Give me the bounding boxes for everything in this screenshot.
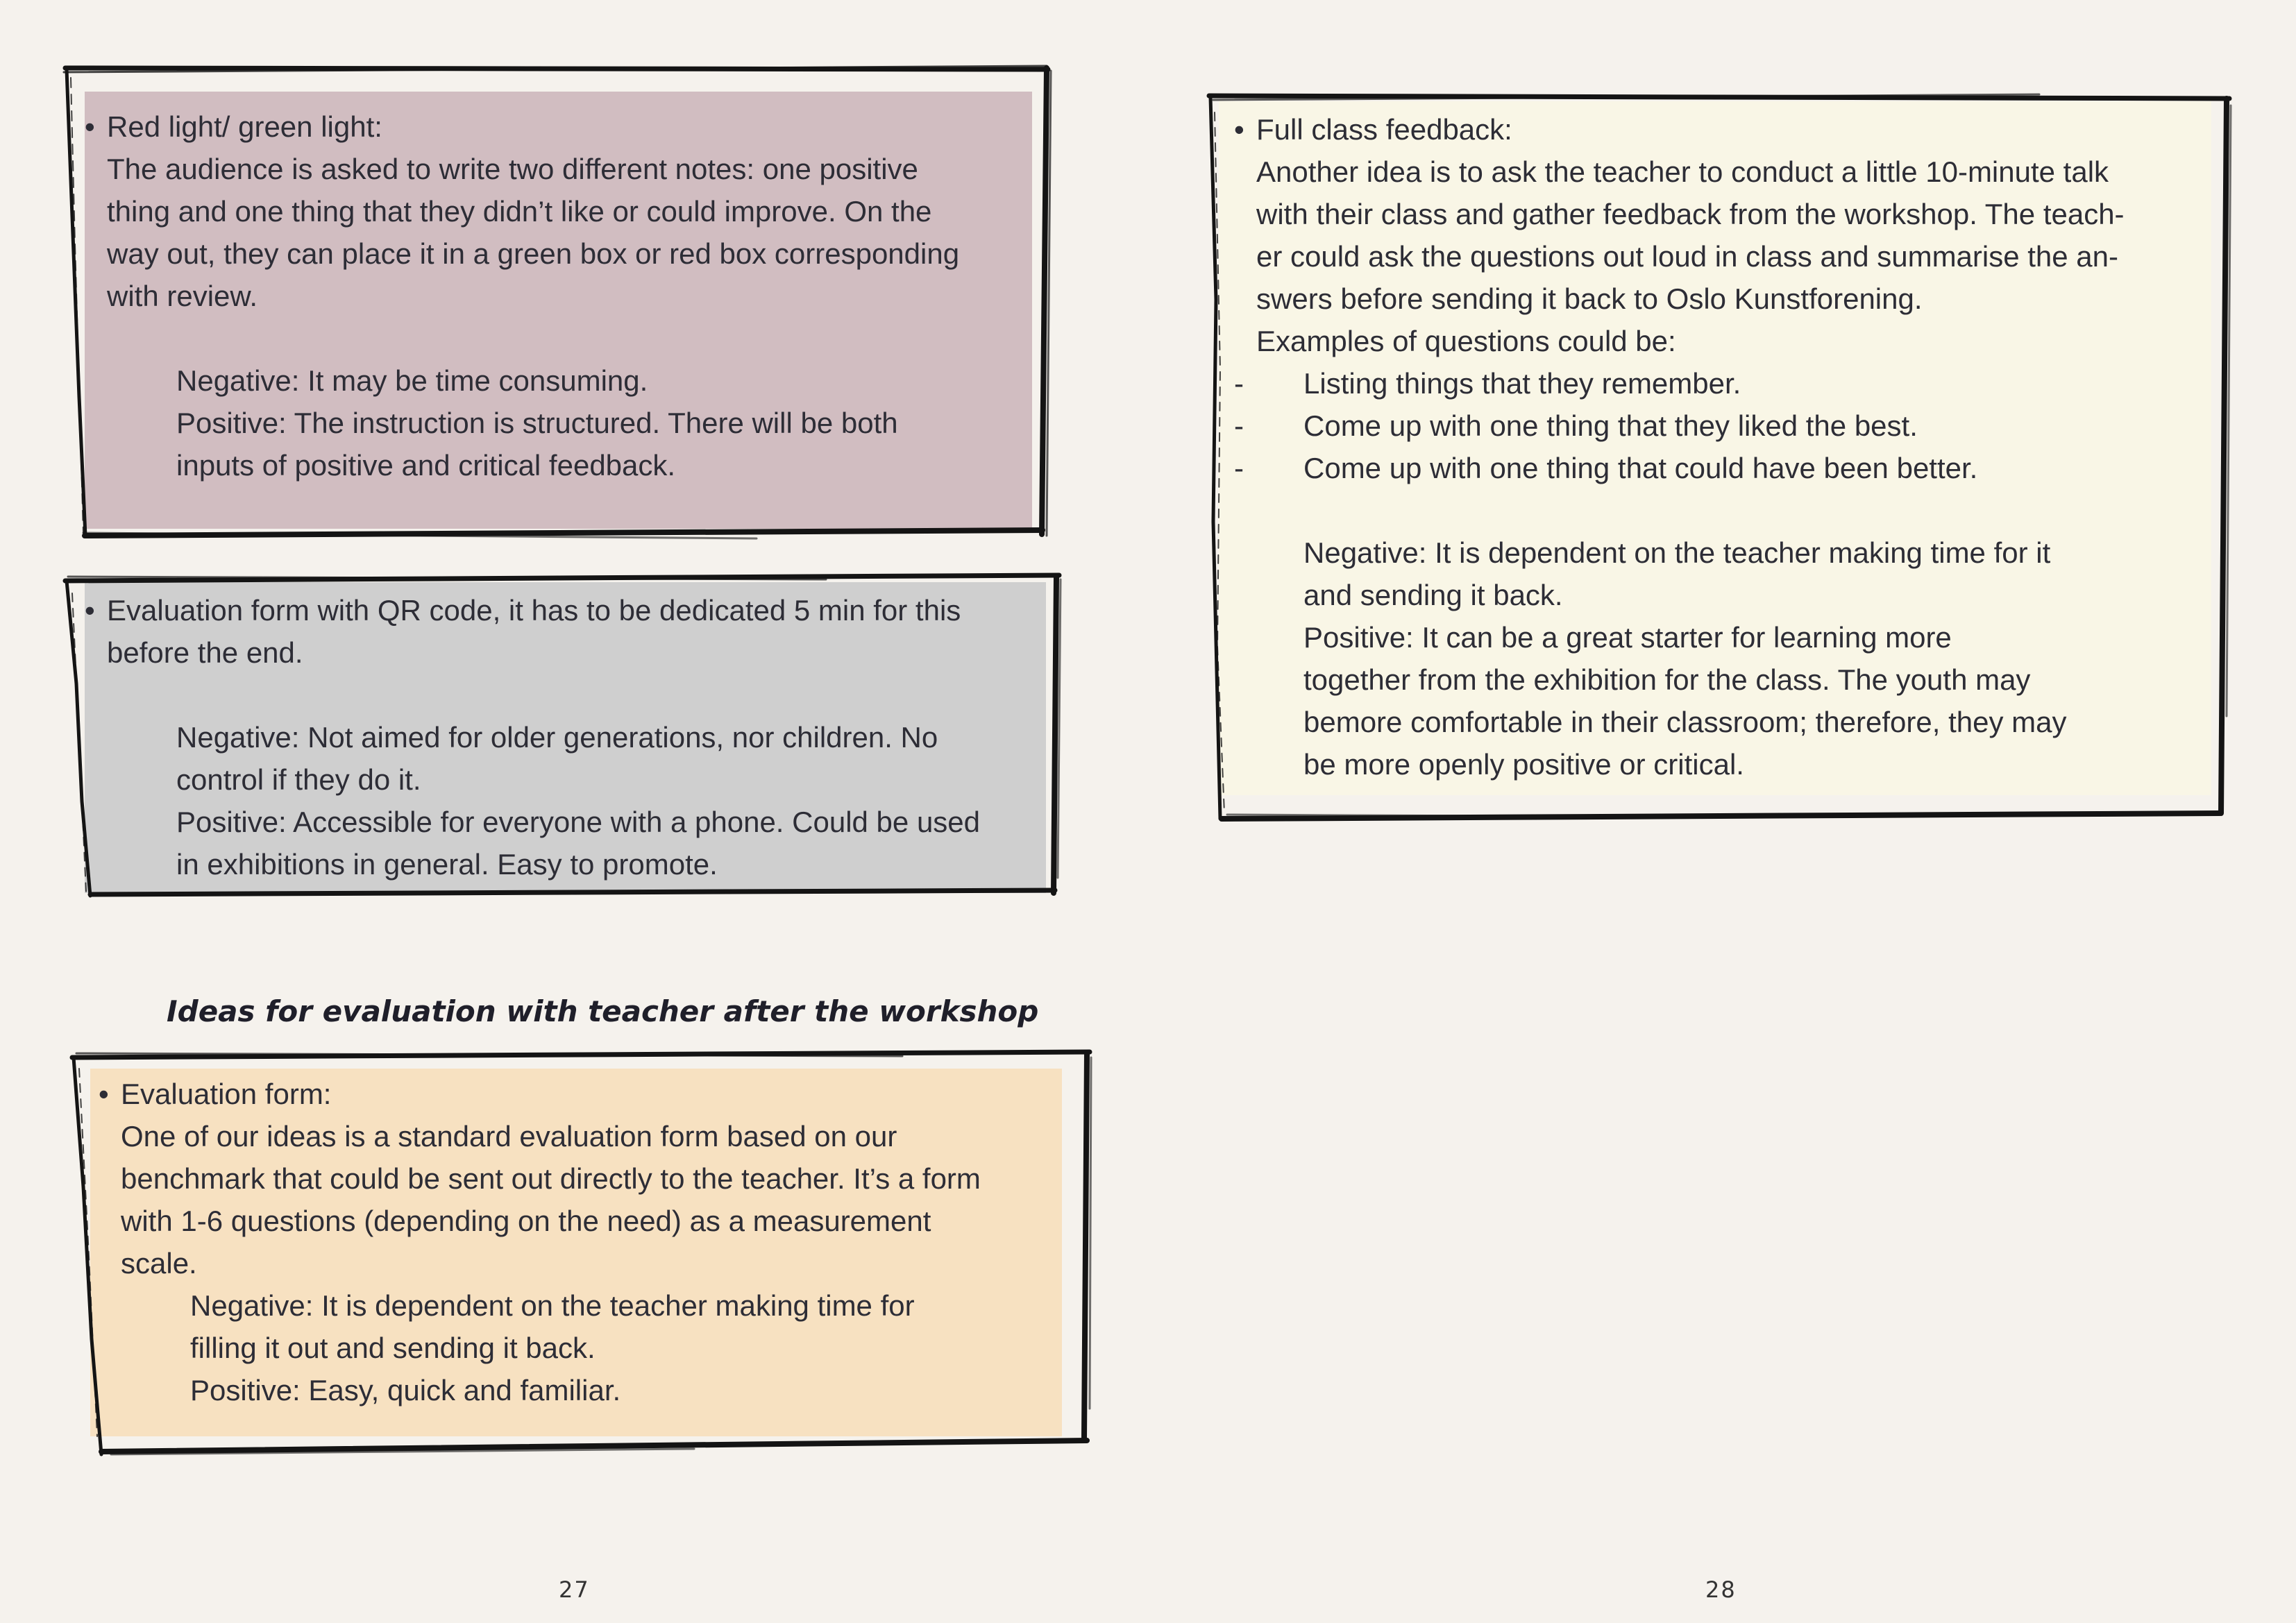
full-class-feedback-box bbox=[1206, 92, 2232, 822]
box-content bbox=[85, 589, 1049, 885]
body-line: thing and one thing that they didn’t like or could improve. On the bbox=[107, 195, 932, 228]
body-line: Examples of questions could be: bbox=[1256, 325, 1676, 357]
negative-line: and sending it back. bbox=[1303, 579, 1563, 611]
body-line: benchmark that could be sent out directly to the teacher. It’s a form bbox=[121, 1162, 981, 1195]
body-line: with review. bbox=[107, 280, 258, 312]
question-list-item bbox=[1234, 362, 2206, 405]
question-text: Come up with one thing that could have been better. bbox=[1303, 452, 1978, 484]
body-line: er could ask the questions out loud in class and summarise the an- bbox=[1256, 240, 2119, 273]
negative-line: control if they do it. bbox=[176, 763, 421, 796]
body-line: before the end. bbox=[107, 636, 303, 669]
question-text: Listing things that they remember. bbox=[1303, 367, 1741, 400]
bullet-title: Full class feedback: bbox=[1256, 113, 1512, 146]
positive-line: be more openly positive or critical. bbox=[1303, 748, 1744, 781]
question-list-item bbox=[1234, 405, 2206, 447]
positive-line: Positive: Easy, quick and familiar. bbox=[190, 1374, 621, 1407]
box-content bbox=[85, 105, 1043, 486]
bullet-title: Evaluation form with QR code, it has to be dedicated 5 min for this bbox=[107, 594, 961, 627]
box-content bbox=[1234, 108, 2206, 785]
bullet-item bbox=[85, 105, 1043, 148]
bullet-glyph: • bbox=[85, 110, 95, 143]
positive-line: Positive: Accessible for everyone with a phone. Could be used bbox=[176, 806, 981, 838]
negative-line: filling it out and sending it back. bbox=[190, 1332, 596, 1364]
blank-line bbox=[85, 317, 1043, 359]
bullet-glyph: • bbox=[99, 1078, 109, 1110]
negative-line: Negative: It is dependent on the teacher making time for it bbox=[1303, 536, 2051, 569]
blank-line bbox=[85, 674, 1049, 716]
dash-glyph: - bbox=[1234, 452, 1244, 484]
section-heading: Ideas for evaluation with teacher after the workshop bbox=[167, 994, 1039, 1028]
body-line: swers before sending it back to Oslo Kunstforening. bbox=[1256, 282, 1923, 315]
body-line: scale. bbox=[121, 1247, 197, 1280]
positive-line: Positive: The instruction is structured. There will be both bbox=[176, 407, 898, 439]
negative-line: Negative: It may be time consuming. bbox=[176, 364, 648, 397]
bullet-title: Evaluation form: bbox=[121, 1078, 332, 1110]
body-line: way out, they can place it in a green box or red box corresponding bbox=[107, 237, 960, 270]
evaluation-form-box bbox=[69, 1048, 1093, 1457]
dash-glyph: - bbox=[1234, 367, 1244, 400]
positive-line: in exhibitions in general. Easy to promote. bbox=[176, 848, 718, 881]
qr-evaluation-box bbox=[62, 572, 1062, 899]
body-line: Another idea is to ask the teacher to conduct a little 10-minute talk bbox=[1256, 155, 2109, 188]
body-line: with their class and gather feedback from the workshop. The teach- bbox=[1256, 198, 2125, 230]
bullet-glyph: • bbox=[85, 594, 95, 627]
bullet-title: Red light/ green light: bbox=[107, 110, 382, 143]
question-text: Come up with one thing that they liked the best. bbox=[1303, 409, 1918, 442]
body-line: with 1-6 questions (depending on the need) as a measurement bbox=[121, 1205, 931, 1237]
blank-line bbox=[1234, 489, 2206, 532]
bullet-item bbox=[85, 589, 1049, 631]
positive-line: bemore comfortable in their classroom; therefore, they may bbox=[1303, 706, 2067, 738]
positive-line: Positive: It can be a great starter for learning more bbox=[1303, 621, 1952, 654]
negative-line: Negative: Not aimed for older generations, nor children. No bbox=[176, 721, 938, 754]
page-number: 27 bbox=[559, 1577, 590, 1603]
positive-line: inputs of positive and critical feedback. bbox=[176, 449, 676, 482]
box-content bbox=[99, 1073, 1056, 1411]
bullet-item bbox=[99, 1073, 1056, 1115]
red-light-green-light-box bbox=[62, 64, 1052, 539]
bullet-item bbox=[1234, 108, 2206, 151]
negative-line: Negative: It is dependent on the teacher making time for bbox=[190, 1289, 915, 1322]
positive-line: together from the exhibition for the class. The youth may bbox=[1303, 663, 2031, 696]
bullet-glyph: • bbox=[1234, 113, 1244, 146]
body-line: One of our ideas is a standard evaluation form based on our bbox=[121, 1120, 897, 1153]
dash-glyph: - bbox=[1234, 409, 1244, 442]
body-line: The audience is asked to write two different notes: one positive bbox=[107, 153, 918, 185]
page-number: 28 bbox=[1705, 1577, 1737, 1603]
question-list-item bbox=[1234, 447, 2206, 489]
